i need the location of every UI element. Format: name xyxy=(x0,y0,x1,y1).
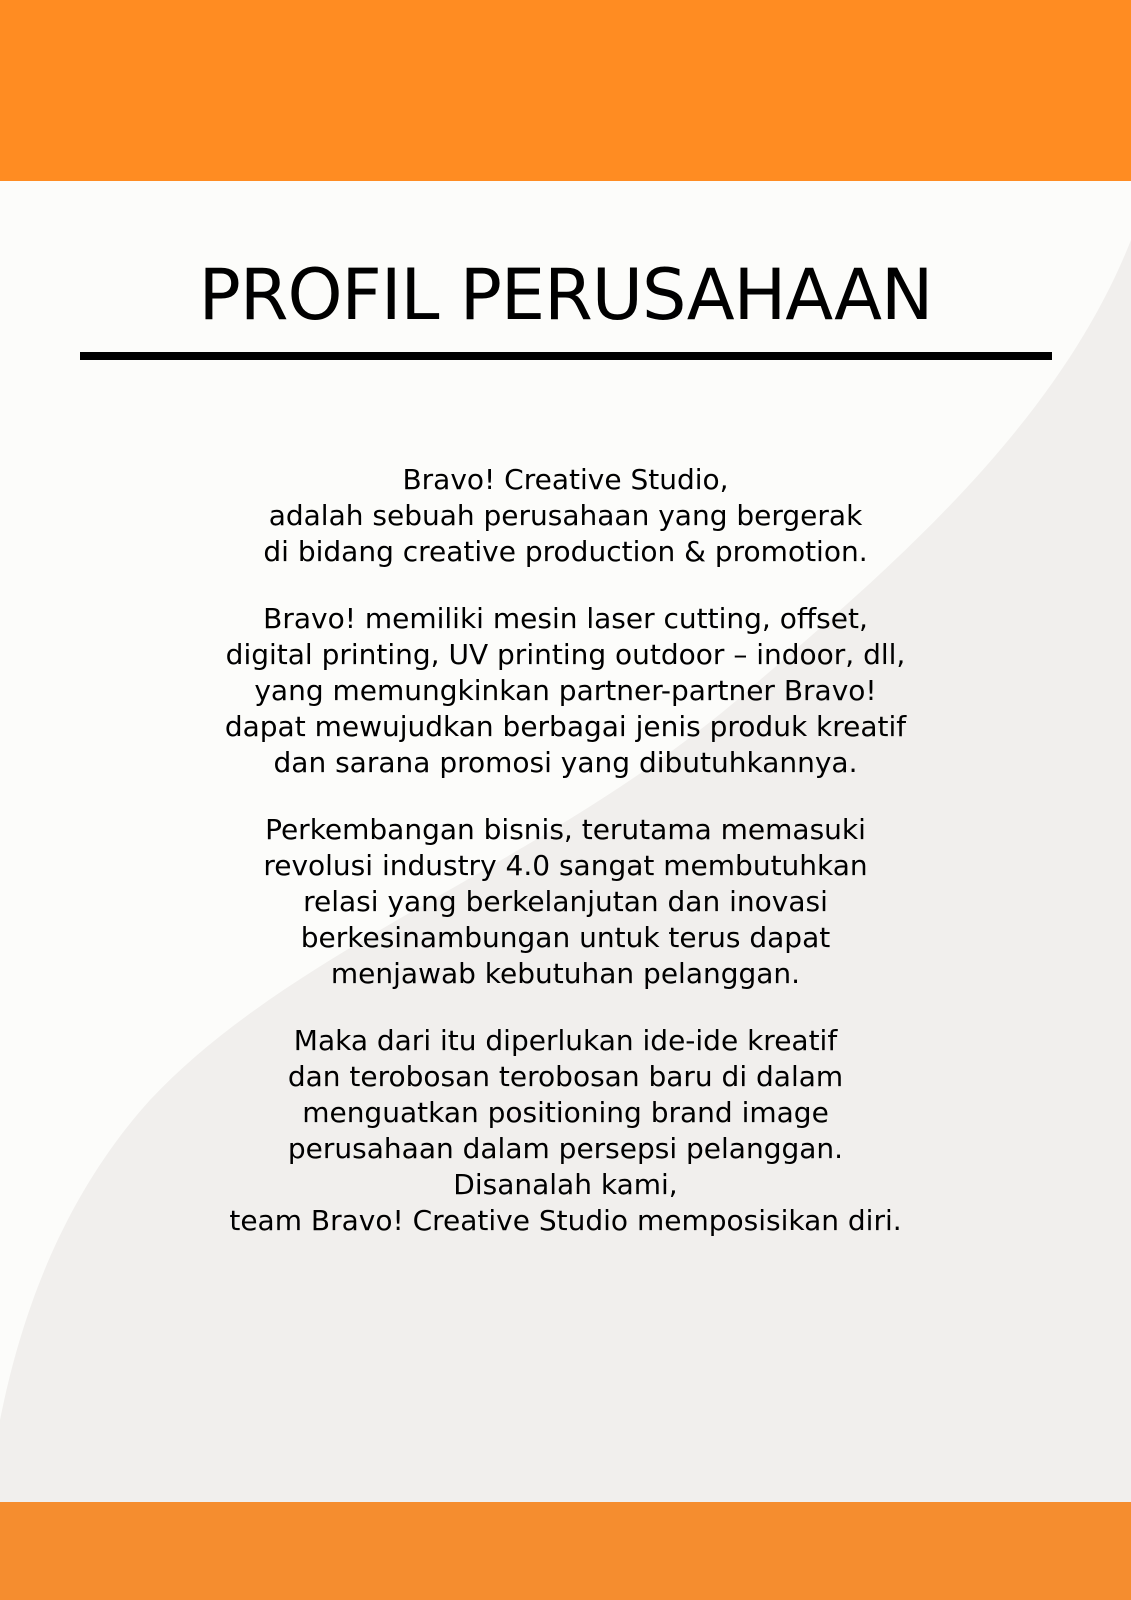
paragraph-business xyxy=(120,812,1011,992)
text-line: dan sarana promosi yang dibutuhkannya. xyxy=(273,746,858,779)
text-line: dapat mewujudkan berbagai jenis produk kreatif xyxy=(224,710,907,743)
text-line: revolusi industry 4.0 sangat membutuhkan xyxy=(263,849,868,882)
top-orange-band xyxy=(0,0,1131,181)
title-underline xyxy=(80,352,1052,360)
text-line: di bidang creative production & promotion. xyxy=(263,535,868,568)
text-line: relasi yang berkelanjutan dan inovasi xyxy=(303,885,828,918)
text-line: yang memungkinkan partner-partner Bravo! xyxy=(254,674,877,707)
text-line: dan terobosan terobosan baru di dalam xyxy=(287,1060,844,1093)
text-line: adalah sebuah perusahaan yang bergerak xyxy=(268,499,863,532)
text-line: Bravo! Creative Studio, xyxy=(402,463,729,496)
paragraph-intro xyxy=(120,462,1011,570)
paragraph-positioning xyxy=(120,1023,1011,1239)
text-line: Perkembangan bisnis, terutama memasuki xyxy=(265,813,866,846)
text-line: menjawab kebutuhan pelanggan. xyxy=(330,957,801,990)
text-line: Maka dari itu diperlukan ide-ide kreatif xyxy=(293,1024,838,1057)
text-line: team Bravo! Creative Studio memposisikan diri. xyxy=(229,1204,902,1237)
text-line: berkesinambungan untuk terus dapat xyxy=(300,921,831,954)
text-line: Bravo! memiliki mesin laser cutting, offset, xyxy=(263,602,868,635)
text-line: Disanalah kami, xyxy=(453,1168,678,1201)
text-line: perusahaan dalam persepsi pelanggan. xyxy=(287,1132,844,1165)
bottom-orange-band xyxy=(0,1502,1131,1600)
text-line: digital printing, UV printing outdoor – indoor, dll, xyxy=(225,638,906,671)
text-line: menguatkan positioning brand image xyxy=(302,1096,829,1129)
paragraph-equipment xyxy=(120,601,1011,781)
body-text xyxy=(120,462,1011,1270)
page-title: PROFIL PERUSAHAAN xyxy=(198,254,933,336)
